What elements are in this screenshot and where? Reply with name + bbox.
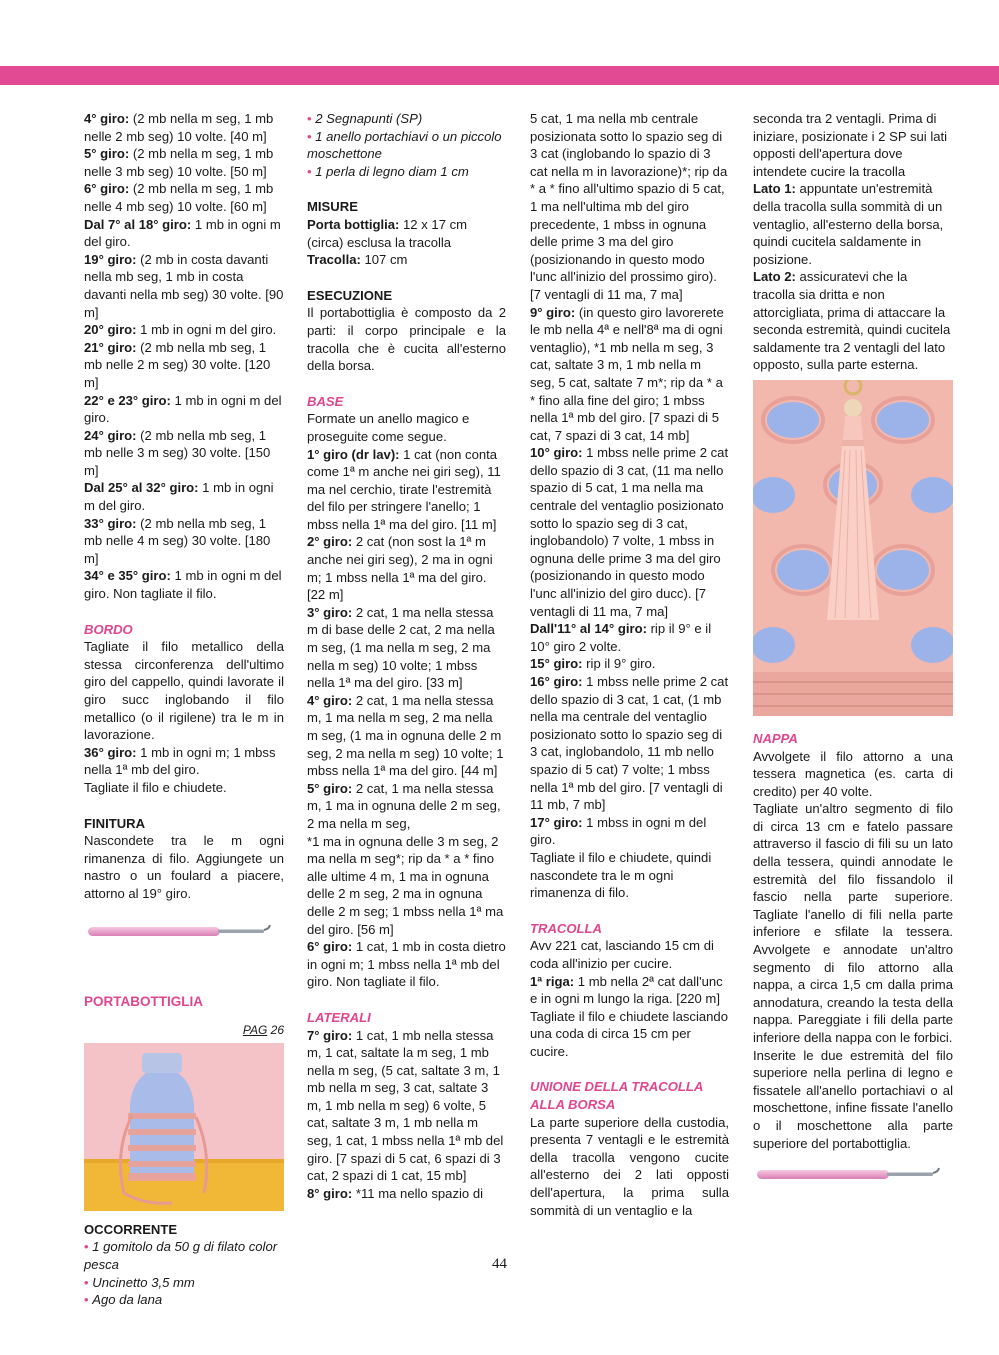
- row: 5° giro: (2 mb nella m seg, 1 mb nelle 3 mb seg) 10 volte. [50 m]: [84, 146, 274, 179]
- nappa-heading: NAPPA: [753, 730, 798, 746]
- row: 4° giro: 2 cat, 1 ma nella stessa m, 1 ma nella m seg, 2 ma nella m seg, (1 ma in ognuna delle 2 m seg, 2 ma nella m seg) 10 volte; 1 mbss nella 1ª ma del giro. [44 m]: [307, 692, 504, 779]
- row: 22° e 23° giro: 1 mb in ogni m del giro.: [84, 392, 282, 426]
- row: 17° giro: 1 mbss in ogni m del giro.: [530, 814, 707, 848]
- row: Tracolla: 107 cm: [307, 252, 408, 268]
- finitura-heading: FINITURA: [84, 815, 146, 831]
- row: 2° giro: 2 cat (non sost la 1ª m anche nei giri seg), 2 ma in ogni m; 1 mbss nella 1ª ma del giro. [22 m]: [307, 534, 493, 603]
- row: Porta bottiglia: 12 x 17 cm (circa) esclusa la tracolla: [307, 216, 468, 250]
- nappa-paragraph: Avvolgete il filo attorno a una tessera magnetica (es. carta di credito) per 40 volte.: [753, 748, 953, 799]
- occorrente-item: • 1 anello portachiavi o un piccolo moschettone: [307, 128, 502, 162]
- row: 1° giro (dr lav): 1 cat (non conta come 1ª m anche nei giri seg), 11 ma nel cerchio, tirate l'estremità del filo per stringere l'anello; 1 mbss nella 1ª ma del giro. [11 m]: [307, 446, 501, 532]
- end-text: Tagliate il filo e chiudete, quindi nascondete tra le m ogni rimanenza di filo.: [530, 849, 712, 901]
- base-intro: Formate un anello magico e proseguite come segue.: [307, 411, 470, 444]
- esecuzione-text: Il portabottiglia è composto da 2 parti: il corpo principale e la tracolla che è cucita all'esterno della borsa.: [307, 305, 506, 374]
- row: 1ª riga: 1 mb nella 2ª cat dall'unc e in ogni m lungo la riga. [220 m]: [530, 973, 723, 1007]
- occorrente-item: • 2 Segnapunti (SP): [307, 111, 423, 126]
- page-reference: PAG 26: [242, 1023, 284, 1038]
- tracolla-heading: TRACOLLA: [530, 920, 603, 936]
- row: 21° giro: (2 mb nella mb seg, 1 mb nelle 2 m seg) 30 volte. [120 m]: [84, 339, 271, 390]
- column-4: [753, 110, 953, 1184]
- base-heading: BASE: [307, 393, 344, 409]
- row: 6° giro: 1 cat, 1 mb in costa dietro in ogni m; 1 mbss nella 1ª mb del giro. Non tagliate il filo.: [307, 939, 506, 990]
- nappa-paragraph: Tagliate un'altro segmento di filo di circa 13 cm e fatelo passare attraverso il fascio di fili su un lato della tessera, quindi annodate le estremità del filo fissandolo il fascio nella parte superiore. Tagliate l'anello di fili nella parte inferiore e sfilate la tessera. Avvolgete e annodate un'altro segmento di filo attorno alla nappa, a circa 1,5 cm dalla prima annodatura, creando la testa della nappa. Pareggiate i fili della parte inferiore della nappa con le forbici.: [753, 801, 953, 1045]
- row: Dal 7° al 18° giro: 1 mb in ogni m del giro.: [84, 216, 281, 250]
- unione-text: La parte superiore della custodia, presenta 7 ventagli e le estremità della tracolla vengono cucite all'esterno dei 2 lati opposti dell'apertura, la prima sulla sommità di un ventaglio e la: [530, 1114, 729, 1218]
- row: 19° giro: (2 mb in costa davanti nella mb seg, 1 mb in costa davanti nella mb seg) 30 volte. [90 m]: [84, 251, 284, 320]
- column-3: [530, 110, 729, 1219]
- row: 6° giro: (2 mb nella m seg, 1 mb nelle 4 mb seg) 10 volte. [60 m]: [84, 181, 274, 214]
- row: 4° giro: (2 mb nella m seg, 1 mb nelle 2 mb seg) 10 volte. [40 m]: [84, 111, 274, 144]
- misure-heading: MISURE: [307, 199, 358, 215]
- column-1: [84, 110, 284, 1309]
- row: Dal 25° al 32° giro: 1 mb in ogni m del giro.: [84, 480, 274, 514]
- occorrente-heading: OCCORRENTE: [84, 1221, 178, 1237]
- row: 24° giro: (2 mb nella mb seg, 1 mb nelle 3 m seg) 30 volte. [150 m]: [84, 427, 271, 478]
- continued-text: seconda tra 2 ventagli. Prima di iniziare, posizionate i 2 SP sui lati opposti dell'apertura dove intendete cucire la tracolla: [753, 111, 948, 179]
- tracolla-end: Tagliate il filo e chiudete lasciando una coda di circa 15 cm per cucire.: [530, 1008, 728, 1059]
- row: 9° giro: (in questo giro lavorerete le mb nella 4ª e nell'8ª ma di ogni ventaglio), *1 mb nella m seg, 3 cat, saltate 3 m, 1 mb nella m seg, 5 cat, saltate 7 m*; rip da * a * fino alla fine del giro; 1 mbss nella 1ª mb del giro. [7 spazi di 5 cat, 7 spazi di 3 cat, 14 mb]: [530, 304, 724, 443]
- laterali-heading: LATERALI: [307, 1009, 371, 1025]
- row: 7° giro: 1 cat, 1 mb nella stessa m, 1 cat, saltate la m seg, 1 mb nella m seg, (5 cat, saltate 3 m, 1 mb nella m seg, 3 cat, saltate 3 m, 1 mb nella m seg) 6 volte, 5 cat, saltate 3 m, 1 mb nella m seg, 1 cat, 1 mbss nella 1ª mb del giro. [7 spazi di 5 cat, 6 spazi di 3 cat, 2 spazi di 1 cat, 15 mb]: [307, 1027, 504, 1184]
- row: 10° giro: 1 mbss nelle prime 2 cat dello spazio di 3 cat, (11 ma nello spazio di 5 cat, 1 ma nella ma centrale del ventaglio posizionato sotto lo spazio seg di 3 cat, inglobandolo) 7 volte, 1 mbss in ognuna delle prime 3 ma del giro (posizionando in questo modo l'unc all'inizio del giro ducc). [7 ventagli di 11 ma, 7 ma]: [530, 445, 729, 619]
- row: 36° giro: 1 mb in ogni m; 1 mbss nella 1ª mb del giro.: [84, 744, 276, 778]
- row: 8° giro: *11 ma nello spazio di: [307, 1185, 484, 1201]
- finitura-text: Nascondete tra le m ogni rimanenza di filo. Aggiungete un nastro o un foulard a piacere, attorno al 19° giro.: [84, 833, 284, 901]
- row: 33° giro: (2 mb nella mb seg, 1 mb nelle 4 m seg) 30 volte. [180 m]: [84, 515, 271, 566]
- row: Lato 2: assicuratevi che la tracolla sia dritta e non attorcigliata, prima di attaccare la seconda estremità, quindi cucitela saldamente tra 2 ventagli del lato opposto, sulla parte esterna.: [753, 269, 951, 373]
- unione-heading: UNIONE DELLA TRACOLLA ALLA BORSA: [530, 1079, 703, 1113]
- crochet-hook-illustration: [84, 919, 274, 941]
- esecuzione-heading: ESECUZIONE: [307, 287, 393, 303]
- nappa-paragraph: Inserite le due estremità del filo superiore nella perlina di legno e fissatele all'anello portachiavi o al moschettone, infine fissate l'anello o il moschettone alla parte superiore del portabottiglia.: [753, 1047, 953, 1151]
- bordo-end: Tagliate il filo e chiudete.: [84, 779, 227, 795]
- occorrente-item: • Ago da lana: [84, 1292, 163, 1308]
- occorrente-item: • 1 gomitolo da 50 g di filato color pesca: [84, 1239, 278, 1272]
- bottle-holder-photo: [84, 1043, 284, 1211]
- tracolla-text: Avv 221 cat, lasciando 15 cm di coda all'inizio per cucire.: [530, 938, 714, 971]
- row: 34° e 35° giro: 1 mb in ogni m del giro. Non tagliate il filo.: [84, 568, 282, 602]
- row: 3° giro: 2 cat, 1 ma nella stessa m di base delle 2 cat, 2 ma nella m seg, (1 ma nella m seg, 2 ma nella m seg) 10 volte; 1 mbss nella 1ª ma del giro. [33 m]: [307, 604, 495, 691]
- header-color-band: [0, 66, 999, 85]
- page-number: 44: [492, 1256, 507, 1272]
- column-2: [307, 110, 506, 1202]
- tassel-closeup-photo: [753, 380, 953, 716]
- portabottiglia-heading: PORTABOTTIGLIA: [84, 993, 203, 1009]
- bordo-text: Tagliate il filo metallico della stessa circonferenza dell'ultimo giro del cappello, quindi lavorate il giro succ inglobando il filo metallico (o il rigilene) tra le m in lavorazione.: [84, 639, 284, 743]
- continued-text: 5 cat, 1 ma nella mb centrale posizionata sotto lo spazio seg di 3 cat (inglobando lo spazio di 3 cat nella m in lavorazione)*; rip da * a * fino all'ultimo spazio di 5 cat, 1 ma nell'ultima mb del giro precedente, 1 mbss in ognuna delle prime 3 ma del giro (posizionando in questo modo l'unc all'inizio del prossimo giro). [7 ventagli di 11 ma, 7 ma]: [530, 111, 728, 302]
- row: 20° giro: 1 mb in ogni m del giro.: [84, 322, 277, 338]
- row: Lato 1: appuntate un'estremità della tracolla sulla sommità di un ventaglio, all'esterno della borsa, quindi cucitela saldamente in posizione.: [753, 181, 944, 267]
- crochet-hook-illustration: [753, 1162, 943, 1184]
- occorrente-item: • 1 perla di legno diam 1 cm: [307, 163, 469, 179]
- bordo-heading: BORDO: [84, 621, 133, 637]
- row: 5° giro: 2 cat, 1 ma nella stessa m, 1 ma in ognuna delle 2 m seg, 2 ma nella m seg,: [307, 780, 501, 831]
- row: Dall'11° al 14° giro: rip il 9° e il 10° giro 2 volte.: [530, 621, 712, 654]
- occorrente-item: • Uncinetto 3,5 mm: [84, 1274, 195, 1290]
- row: 16° giro: 1 mbss nelle prime 2 cat dello spazio di 3 cat, 1 cat, (1 mb nella ma centrale del ventaglio posizionato sotto lo spazio seg di 3 cat, inglobandolo, 11 mb nello spazio di 5 cat) 7 volte; 1 mbss nella 1ª mb del giro. [7 ventagli di 11 mb, 7 mb]: [530, 674, 729, 813]
- row: 15° giro: rip il 9° giro.: [530, 656, 656, 672]
- base-continuation: *1 ma in ognuna delle 3 m seg, 2 ma nella m seg*; rip da * a * fino alle ultime 4 m, 1 ma in ognuna delle 2 m seg, 2 ma in ognuna delle 2 m seg; 1 mbss nella 1ª ma del giro. [56 m]: [307, 833, 504, 937]
